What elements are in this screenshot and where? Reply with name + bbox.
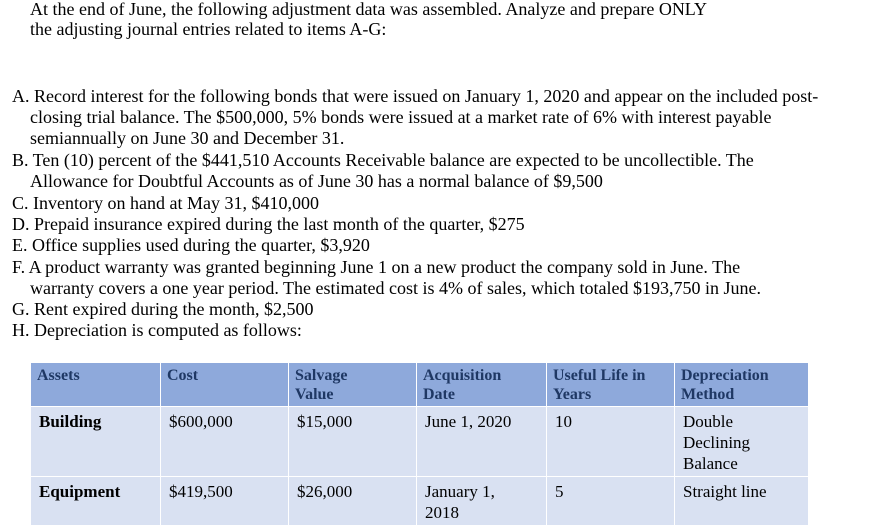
- table-header-row: [31, 363, 809, 407]
- item-b-line-1: B. Ten (10) percent of the $441,510 Accounts Receivable balance are expected to be uncollectible. The: [12, 150, 754, 170]
- header-cost: Cost: [161, 363, 289, 407]
- header-depreciation-method: Depreciation Method: [675, 363, 809, 407]
- cell-life: 10: [547, 407, 675, 477]
- cell-salvage: $26,000: [289, 477, 417, 526]
- cell-acquisition: June 1, 2020: [417, 407, 547, 477]
- cell-asset: Building: [31, 407, 161, 477]
- cell-life: 5: [547, 477, 675, 526]
- item-f-line-1: F. A product warranty was granted beginning June 1 on a new product the company sold in June. The: [12, 257, 741, 277]
- header-assets: Assets: [31, 363, 161, 407]
- cell-salvage: $15,000: [289, 407, 417, 477]
- cell-asset: Equipment: [31, 477, 161, 526]
- cell-method: Double Declining Balance: [675, 407, 809, 477]
- item-h: H. Depreciation is computed as follows:: [12, 320, 302, 340]
- item-a-line-1: A. Record interest for the following bonds that were issued on January 1, 2020 and appear on the included post-: [12, 86, 819, 106]
- item-g: G. Rent expired during the month, $2,500: [12, 299, 314, 319]
- header-useful-life: Useful Life in Years: [547, 363, 675, 407]
- item-b-line-2: Allowance for Doubtful Accounts as of June 30 has a normal balance of $9,500: [30, 171, 603, 191]
- depreciation-table: [30, 362, 809, 526]
- cell-acquisition: January 1, 2018: [417, 477, 547, 526]
- intro-line-2: the adjusting journal entries related to items A-G:: [30, 19, 387, 39]
- item-a-line-2: closing trial balance. The $500,000, 5% bonds were issued at a market rate of 6% with interest payable: [30, 107, 772, 127]
- intro-line-1: At the end of June, the following adjustment data was assembled. Analyze and prepare ONLY: [30, 0, 708, 19]
- cell-method: Straight line: [675, 477, 809, 526]
- header-acquisition-date: Acquisition Date: [417, 363, 547, 407]
- cell-cost: $419,500: [161, 477, 289, 526]
- header-salvage-value: Salvage Value: [289, 363, 417, 407]
- item-e: E. Office supplies used during the quarter, $3,920: [12, 235, 370, 255]
- table-row: [31, 477, 809, 526]
- item-c: C. Inventory on hand at May 31, $410,000: [12, 193, 319, 213]
- item-a-line-3: semiannually on June 30 and December 31.: [30, 128, 345, 148]
- cell-cost: $600,000: [161, 407, 289, 477]
- table-row: [31, 407, 809, 477]
- item-f-line-2: warranty covers a one year period. The estimated cost is 4% of sales, which totaled $193,750 in June.: [30, 278, 761, 298]
- item-d: D. Prepaid insurance expired during the last month of the quarter, $275: [12, 214, 525, 234]
